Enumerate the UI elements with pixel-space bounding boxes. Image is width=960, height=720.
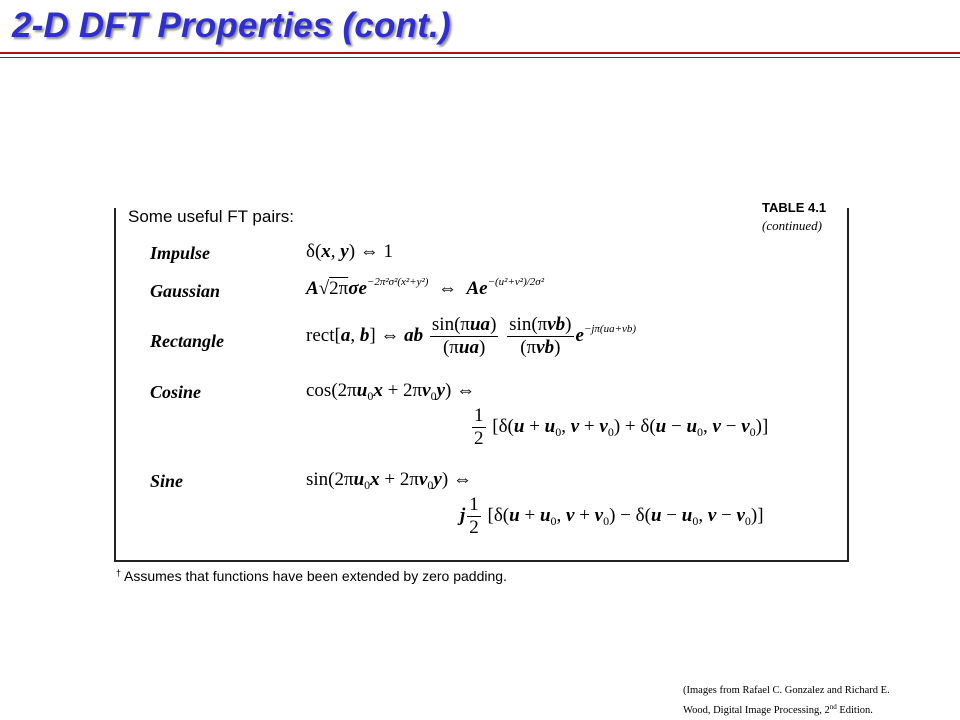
title-rule-bottom: [0, 57, 960, 58]
row-name-impulse: Impulse: [150, 243, 211, 263]
row-name-sine: Sine: [150, 471, 184, 491]
table-continued-note: (continued): [762, 218, 822, 233]
formula-gaussian: A√2πσe$^{-2\pi^2\sigma^2(x^2+y^2)}$ ⇔ $Ae^{-(u^2+v^2)/2\sigma^2}$: [306, 276, 545, 299]
formula-impulse: δ(x, y) ⇔ 1: [306, 241, 394, 262]
table-footnote: [116, 568, 507, 584]
footnote-mark: †: [116, 568, 122, 578]
title-rule-top: [0, 52, 960, 54]
image-credit: [683, 683, 955, 719]
credit-line-2a: Wood, Digital Image Processing, 2: [683, 705, 830, 716]
row-name-gaussian: Gaussian: [150, 281, 221, 301]
formula-sine-line1: $\sin(2\pi u_0x + 2\pi v_0y)$ ⇔: [306, 469, 472, 492]
formula-rectangle: rect[a, b] ⇔ ab $\frac{\text{sin(πua)}}{\text{(πua)}}$ $\frac{\text{sin(πvb)}}{\text{(πvb)}}$ $e^{-j\pi(ua+vb)}$: [306, 314, 637, 358]
table-label: TABLE 4.1: [762, 200, 827, 215]
row-name-cosine: Cosine: [150, 382, 202, 402]
footnote-text: Assumes that functions have been extended by zero padding.: [124, 568, 507, 584]
row-name-rectangle: Rectangle: [150, 331, 224, 351]
credit-line-2-sup: nd: [829, 703, 837, 711]
credit-line-2b: Edition.: [836, 705, 873, 716]
formula-cosine-line2: $\frac{1}{2}$ [$\delta(u + u_0$, $v + v_0) + \delta(u - u_0$, $v - v_0$)]: [474, 405, 769, 449]
formula-cosine-line1: $\cos(2\pi u_0x + 2\pi v_0y)$ ⇔: [306, 380, 476, 403]
credit-line-1: (Images from Rafael C. Gonzalez and Richard E.: [683, 685, 890, 696]
table-heading: Some useful FT pairs:: [128, 207, 294, 226]
slide-title: 2-D DFT Properties (cont.): [12, 6, 451, 45]
formula-sine-line2: j $\frac{1}{2}$ [$\delta(u + u_0$, $v + v_0) - \delta(u - u_0$, $v - v_0$)]: [460, 494, 764, 538]
